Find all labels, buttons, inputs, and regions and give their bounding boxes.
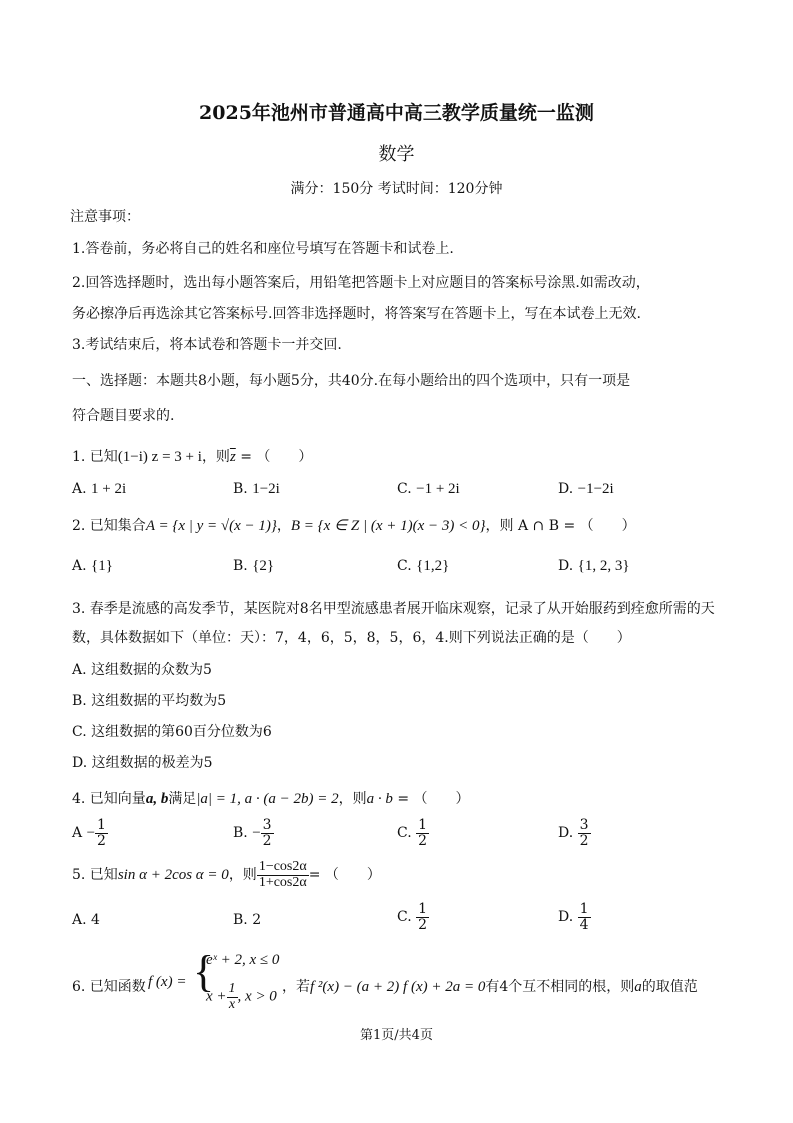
q4-condition: |a| = 1, a · (a − 2b) = 2 bbox=[196, 791, 339, 807]
q4-option-d bbox=[558, 818, 591, 848]
q6-brace: { bbox=[193, 947, 215, 996]
page-number: 第1页/共4页 bbox=[360, 1028, 433, 1043]
q4-mid: 满足 bbox=[168, 791, 197, 807]
q4-option-b-fraction bbox=[261, 818, 274, 848]
q6-mid: ，若 bbox=[282, 979, 310, 995]
q2-option-a bbox=[72, 558, 113, 575]
q6-case-1: eˣ + 2, x ≤ 0 bbox=[206, 952, 280, 968]
q4-option-c-numerator: 1 bbox=[418, 817, 428, 833]
section-1-line-1: 一、选择题：本题共8小题，每小题5分，共40分.在每小题给出的四个选项中，只有一项是 bbox=[72, 373, 631, 389]
question-1 bbox=[72, 446, 312, 466]
q1-option-b-value: 1−2i bbox=[252, 481, 280, 497]
q4-option-a-fraction bbox=[95, 818, 108, 848]
q4-option-d-fraction bbox=[578, 818, 591, 848]
q5-option-d-fraction bbox=[578, 902, 591, 932]
q1-equation: (1−i) z = 3 + i bbox=[117, 449, 202, 465]
subject-title: 数学 bbox=[378, 144, 415, 165]
q1-option-b-label: B. bbox=[233, 481, 248, 497]
question-2 bbox=[72, 515, 636, 535]
q1-option-d-label: D. bbox=[558, 481, 574, 497]
q2-option-a-value: {1} bbox=[91, 558, 113, 574]
q1-z-conjugate: $\overline{z}$ bbox=[229, 449, 236, 465]
q6-equation: f ²(x) − (a + 2) f (x) + 2a = 0 bbox=[310, 979, 486, 995]
q6-case-2-fraction bbox=[227, 982, 238, 1012]
q5-option-a: A. 4 bbox=[72, 912, 100, 928]
q1-option-b bbox=[233, 481, 280, 498]
q2-option-c bbox=[397, 558, 449, 575]
q6-case-2-numerator: 1 bbox=[228, 981, 236, 996]
q5-denominator: 1+cos2α bbox=[258, 874, 307, 890]
question-5 bbox=[72, 860, 381, 890]
q5-option-c-numerator: 1 bbox=[418, 901, 428, 917]
q3-option-a: A. 这组数据的众数为5 bbox=[72, 662, 212, 678]
q6-tail-2: 的取值范 bbox=[641, 979, 698, 995]
q1-option-a bbox=[72, 481, 126, 498]
q4-option-b-label: B. bbox=[233, 825, 248, 842]
q4-option-a bbox=[72, 818, 108, 848]
q5-option-d-numerator: 1 bbox=[579, 901, 589, 917]
q5-option-c bbox=[397, 902, 429, 932]
q4-dot-product: a · b bbox=[366, 791, 393, 807]
q4-option-a-label: A bbox=[72, 825, 83, 842]
q6-rest bbox=[282, 976, 698, 996]
q1-option-d bbox=[558, 481, 614, 498]
q3-stem-line-2: 数，具体数据如下（单位：天）：7，4，6，5，8，5，6，4.则下列说法正确的是（ ） bbox=[72, 630, 631, 646]
score-time-line: 满分：150分 考试时间：120分钟 bbox=[290, 181, 503, 197]
q5-option-d-denominator: 4 bbox=[579, 916, 589, 933]
q4-option-c-fraction bbox=[416, 818, 429, 848]
q5-ask: = （ ） bbox=[308, 867, 381, 884]
q5-numerator: 1−cos2α bbox=[258, 859, 307, 874]
q3-stem-line-1: 3. 春季是流感的高发季节，某医院对8名甲型流感患者展开临床观察，记录了从开始服药到痊愈所需的天 bbox=[72, 601, 715, 617]
q5-option-c-label: C. bbox=[397, 909, 412, 926]
q5-condition: sin α + 2cos α = 0 bbox=[117, 867, 229, 884]
q4-option-d-denominator: 2 bbox=[579, 832, 589, 849]
q4-option-d-numerator: 3 bbox=[579, 817, 589, 833]
q2-option-c-label: C. bbox=[397, 558, 412, 574]
q1-option-a-label: A. bbox=[72, 481, 87, 497]
q4-option-a-sign: − bbox=[86, 825, 96, 842]
q4-mid2: ，则 bbox=[338, 791, 367, 807]
exam-title: 2025年池州市普通高中高三教学质量统一监测 bbox=[199, 102, 594, 124]
q6-var: a bbox=[634, 979, 642, 995]
q2-comma: ， bbox=[276, 518, 291, 534]
q2-option-b bbox=[233, 558, 274, 575]
q6-function-name: f (x) = bbox=[148, 974, 187, 990]
q4-option-c-label: C. bbox=[397, 825, 412, 842]
q6-case-2-lead: x + bbox=[206, 988, 227, 1005]
q1-prefix: 1. 已知 bbox=[72, 449, 118, 465]
q5-option-b: B. 2 bbox=[233, 912, 262, 928]
q4-vectors: a, b bbox=[145, 791, 169, 807]
note-item-3: 3.考试结束后，将本试卷和答题卡一并交回. bbox=[72, 337, 342, 353]
q4-option-b-denominator: 2 bbox=[262, 832, 272, 849]
note-item-2-line-2: 务必擦净后再选涂其它答案标号.回答非选择题时，将答案写在答题卡上，写在本试卷上无效. bbox=[72, 306, 641, 322]
q1-option-d-value: −1−2i bbox=[577, 481, 614, 497]
q1-option-c bbox=[397, 481, 460, 498]
q4-option-d-label: D. bbox=[558, 825, 574, 842]
q6-case-2 bbox=[206, 982, 277, 1012]
q6-case-2-tail: , x > 0 bbox=[237, 988, 277, 1005]
q1-option-c-value: −1 + 2i bbox=[416, 481, 460, 497]
q2-option-d-value: {1, 2, 3} bbox=[577, 558, 630, 574]
q5-option-c-fraction bbox=[416, 902, 429, 932]
q4-ask: = （ ） bbox=[392, 791, 470, 807]
q6-prefix: 6. 已知函数 bbox=[72, 979, 146, 995]
note-item-1: 1.答卷前，务必将自己的姓名和座位号填写在答题卡和试卷上. bbox=[72, 241, 454, 257]
q1-option-c-label: C. bbox=[397, 481, 412, 497]
q4-option-b-numerator: 3 bbox=[262, 817, 272, 833]
q3-option-d: D. 这组数据的极差为5 bbox=[72, 755, 213, 771]
q6-tail: 有4个互不相同的根，则 bbox=[485, 979, 635, 995]
q1-option-a-value: 1 + 2i bbox=[91, 481, 127, 497]
note-item-2-line-1: 2.回答选择题时，选出每小题答案后，用铅笔把答题卡上对应题目的答案标号涂黑.如需改动， bbox=[72, 275, 650, 291]
section-1-line-2: 符合题目要求的. bbox=[72, 408, 175, 424]
q4-option-c bbox=[397, 818, 429, 848]
q1-mid: ，则 bbox=[201, 449, 230, 465]
q4-prefix: 4. 已知向量 bbox=[72, 791, 146, 807]
question-4 bbox=[72, 788, 470, 808]
q2-prefix: 2. 已知集合 bbox=[72, 518, 146, 534]
q2-set-b: B = {x ∈ Z | (x + 1)(x − 3) < 0} bbox=[290, 518, 486, 534]
q5-option-c-denominator: 2 bbox=[418, 916, 428, 933]
q2-option-a-label: A. bbox=[72, 558, 87, 574]
q4-option-b bbox=[233, 818, 274, 848]
q2-ask: ，则 A ∩ B = （ ） bbox=[485, 518, 636, 534]
q2-option-d-label: D. bbox=[558, 558, 574, 574]
q5-option-d bbox=[558, 902, 591, 932]
q2-option-d bbox=[558, 558, 630, 575]
q4-option-a-denominator: 2 bbox=[97, 832, 106, 849]
q4-option-b-sign: − bbox=[252, 825, 261, 842]
notes-heading: 注意事项： bbox=[70, 209, 140, 225]
q5-mid: ，则 bbox=[228, 867, 257, 884]
q4-option-c-denominator: 2 bbox=[418, 832, 428, 849]
q3-option-c: C. 这组数据的第60百分位数为6 bbox=[72, 724, 272, 740]
q2-option-b-label: B. bbox=[233, 558, 248, 574]
q4-option-a-numerator: 1 bbox=[97, 817, 106, 833]
q5-fraction bbox=[257, 860, 309, 890]
q1-ask: = （ ） bbox=[235, 449, 313, 465]
q2-option-c-value: {1,2} bbox=[416, 558, 450, 574]
q5-option-d-label: D. bbox=[558, 909, 574, 926]
q3-option-b: B. 这组数据的平均数为5 bbox=[72, 693, 227, 709]
q6-case-2-denominator: x bbox=[228, 996, 236, 1012]
q2-set-a: A = {x | y = √(x − 1)} bbox=[145, 518, 277, 534]
q5-prefix: 5. 已知 bbox=[72, 867, 118, 884]
q2-option-b-value: {2} bbox=[252, 558, 275, 574]
